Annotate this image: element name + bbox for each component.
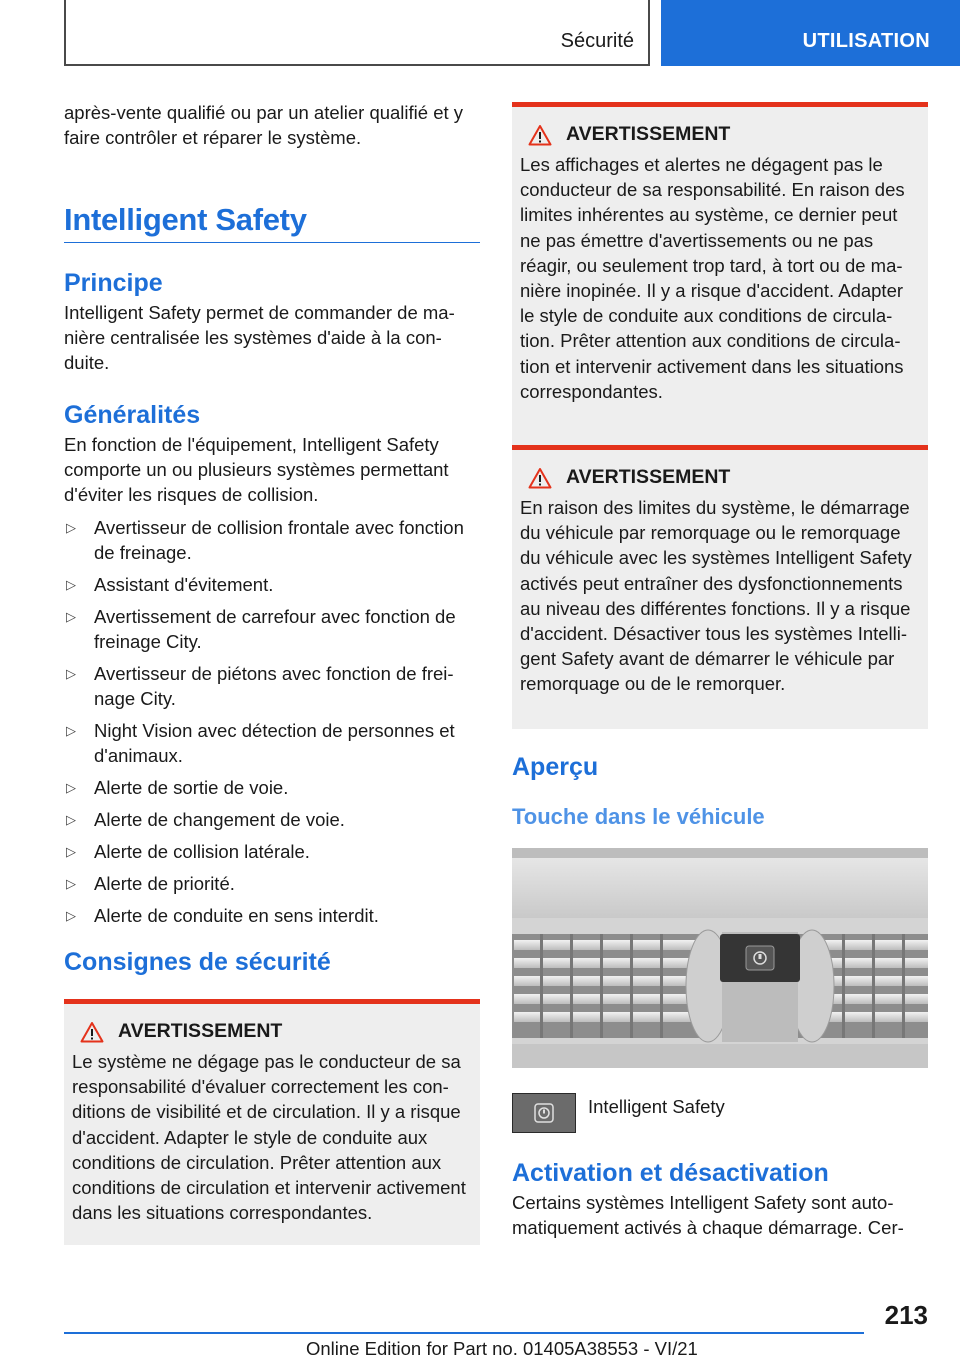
list-item: ▷ Alerte de conduite en sens interdit. (66, 905, 379, 926)
list-item: ▷ Alerte de sortie de voie. (66, 777, 289, 798)
warning-triangle-icon (80, 1021, 104, 1043)
list-item: ▷ Avertisseur de collision frontale avec fonction de freinage. (66, 517, 464, 563)
principe-paragraph: Intelligent Safety permet de commander de manière centralisée les systèmes d'aide à la conduite. (64, 302, 455, 373)
generalites-paragraph: En fonction de l'équipement, Intelligent Safety comporte un ou plusieurs systèmes permettant d'éviter les risques de collision. (64, 434, 449, 505)
warning-title: AVERTISSEMENT (118, 1020, 283, 1042)
warning-box (64, 999, 480, 1245)
left-column (64, 100, 480, 1245)
list-item: ▷ Alerte de priorité. (66, 873, 235, 894)
generalites-heading: Généralités (64, 401, 201, 429)
footer-rule (64, 1332, 864, 1334)
triangle-bullet-icon: ▷ (66, 577, 76, 592)
warning-text: En raison des limites du système, le démarrage du véhicule par remorquage ou le remorquage du véhicule avec les systèmes Intelligent Safety activés peut entraîner des dysfonctionnements au niveau des différentes fonctions. Il y a risque d'accident. Désactiver tous les systèmes Intelligent Safety avant de démarrer le véhicule par remorquage ou de le remorquer. (520, 497, 912, 695)
triangle-bullet-icon: ▷ (66, 844, 76, 859)
page-number: 213 (884, 1300, 928, 1330)
triangle-bullet-icon: ▷ (66, 812, 76, 827)
list-item: ▷ Avertisseur de piétons avec fonction de freinage City. (66, 663, 454, 709)
list-item: ▷ Alerte de collision latérale. (66, 841, 310, 862)
triangle-bullet-icon: ▷ (66, 780, 76, 795)
footer-edition: Online Edition for Part no. 01405A38553 - VI/21 (306, 1338, 698, 1359)
list-item: ▷ Avertissement de carrefour avec fonction de freinage City. (66, 606, 456, 652)
section-title: Intelligent Safety (64, 202, 480, 243)
activation-heading: Activation et désactivation (512, 1159, 829, 1187)
warning-title: AVERTISSEMENT (566, 466, 731, 488)
warning-text: Le système ne dégage pas le conducteur de sa responsabilité d'évaluer correctement les conditions de visibilité et de circulation. Il y a risque d'accident. Adapter le style de conduite aux conditions de circulation. Prêter attention aux conditions de circulation et intervenir activement dans les situations correspondantes. (72, 1051, 466, 1224)
warning-box (512, 102, 928, 450)
apercu-heading: Aperçu (512, 753, 599, 781)
list-item: ▷ Night Vision avec détection de personnes et d'animaux. (66, 720, 455, 766)
button-legend-label: Intelligent Safety (588, 1096, 725, 1117)
triangle-bullet-icon: ▷ (66, 520, 76, 535)
warning-triangle-icon (528, 467, 552, 489)
header-section-tab (64, 0, 650, 66)
systems-list (64, 515, 480, 928)
warning-box (512, 445, 928, 729)
intro-paragraph: après-vente qualifié ou par un atelier qualifié et y faire contrôler et réparer le système. (64, 102, 464, 148)
triangle-bullet-icon: ▷ (66, 666, 76, 681)
warning-title: AVERTISSEMENT (566, 123, 731, 145)
header-chapter-label: UTILISATION (802, 30, 930, 52)
list-item: ▷ Alerte de changement de voie. (66, 809, 345, 830)
triangle-bullet-icon: ▷ (66, 609, 76, 624)
triangle-bullet-icon: ▷ (66, 908, 76, 923)
header-chapter-tab (661, 0, 960, 66)
principe-heading: Principe (64, 269, 163, 297)
dashboard-button-photo (512, 848, 928, 1068)
consignes-heading: Consignes de sécurité (64, 948, 331, 976)
button-legend (512, 1093, 928, 1133)
triangle-bullet-icon: ▷ (66, 876, 76, 891)
header-section-label: Sécurité (560, 30, 634, 52)
triangle-bullet-icon: ▷ (66, 723, 76, 738)
warning-triangle-icon (528, 124, 552, 146)
list-item: ▷ Assistant d'évitement. (66, 574, 274, 595)
activation-paragraph: Certains systèmes Intelligent Safety sont automatiquement activés à chaque démarrage. Cer- (512, 1192, 904, 1238)
intelligent-safety-button-icon (512, 1093, 576, 1133)
touche-heading: Touche dans le véhicule (512, 804, 765, 829)
right-column (512, 102, 928, 1240)
warning-text: Les affichages et alertes ne dégagent pas le conducteur de sa responsabilité. En raison des limites inhérentes au système, ce dernier peut ne pas émettre d'avertissements ou ne pas réagir, ou seulement trop tard, à tort ou de manière inopinée. Il y a risque d'accident. Adapter le style de conduite aux conditions de circulation. Prêter attention aux conditions de circulation et intervenir activement dans les situations correspondantes. (520, 154, 905, 402)
